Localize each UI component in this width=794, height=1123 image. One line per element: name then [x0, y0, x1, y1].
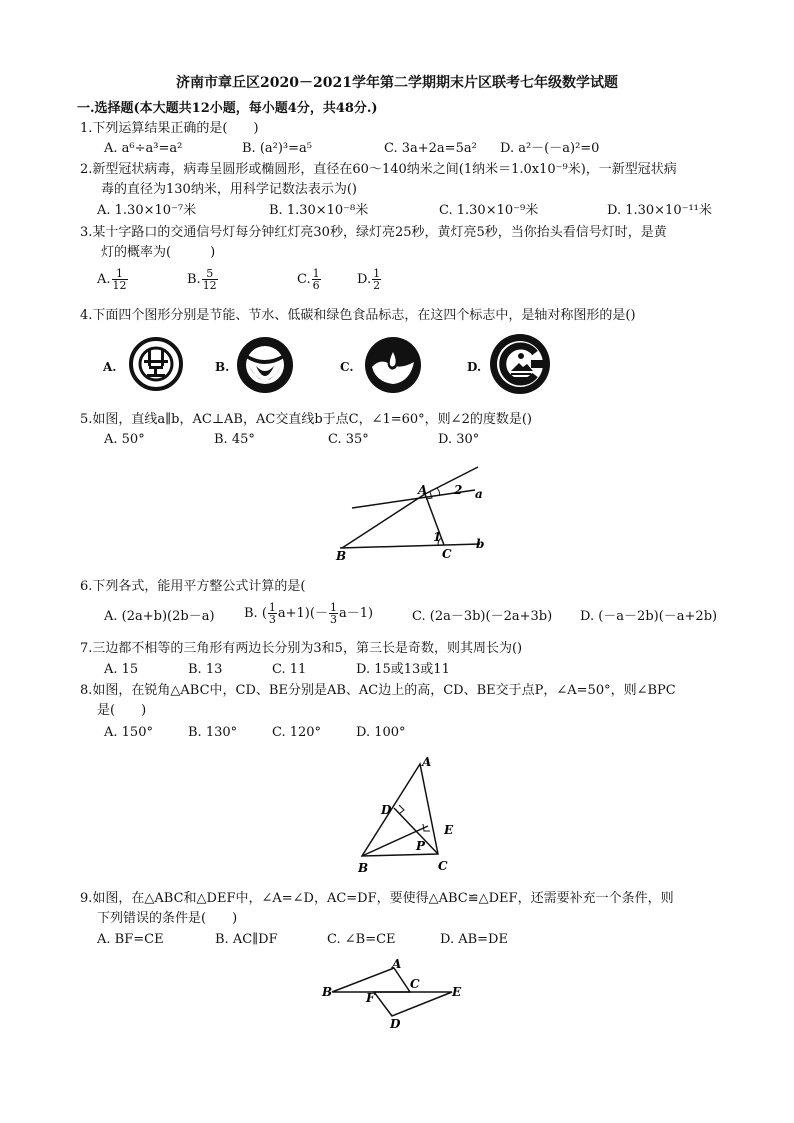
q2-option-b[interactable]: B. 1.30×10⁻⁸米 [269, 203, 369, 218]
q1-option-b[interactable]: B. (a²)³=a⁵ [242, 141, 312, 156]
low-carbon-logo-icon [364, 336, 422, 394]
q9-stem-line2: 下列错误的条件是( ) [97, 911, 238, 926]
q6-option-b[interactable]: B. ( $\frac{1}{3}$ a+1)(－ $\frac{1}{3}$ a－1) [244, 601, 374, 626]
q1-option-a[interactable]: A. a⁶÷a³=a² [104, 141, 183, 156]
q4-stem: 4.下面四个图形分别是节能、节水、低碳和绿色食品标志，在这四个标志中，是轴对称图形的是() [80, 308, 636, 323]
q9-option-b[interactable]: B. AC∥DF [215, 932, 278, 947]
q9-stem-line1: 9.如图，在△ABC和△DEF中，∠A=∠D，AC=DF，要使得△ABC≌△DEF，还需要补充一个条件，则 [80, 891, 674, 906]
q3-option-b[interactable]: B. $\frac{5}{12}$ [187, 267, 217, 292]
q4-option-a[interactable]: A. [103, 360, 117, 374]
label-f-point: F [366, 991, 375, 1005]
label-line-a: a [475, 487, 483, 501]
label-angle-1: 1 [433, 530, 442, 544]
q3-option-c[interactable]: C. $\frac{1}{6}$ [297, 267, 320, 292]
label-angle-2: 2 [454, 483, 463, 497]
q2-option-c[interactable]: C. 1.30×10⁻⁹米 [439, 203, 539, 218]
label-line-b: b [476, 537, 485, 551]
label-a-point: A [392, 957, 402, 971]
q9-option-a[interactable]: A. BF=CE [97, 932, 164, 947]
q9-option-c[interactable]: C. ∠B=CE [327, 932, 396, 947]
q6-option-d[interactable]: D. (－a－2b)(－a+2b) [580, 609, 718, 624]
label-b-point: B [336, 549, 347, 563]
label-e-point: E [444, 823, 454, 837]
q1-option-c[interactable]: C. 3a+2a=5a² [384, 141, 477, 156]
q7-stem: 7.三边都不相等的三角形有两边长分别为3和5，第三长是奇数，则其周长为() [80, 641, 523, 656]
q8-option-c[interactable]: C. 120° [272, 725, 322, 740]
q9-option-d[interactable]: D. AB=DE [440, 932, 508, 947]
figure-q9 [318, 956, 468, 1032]
q6-option-a[interactable]: A. (2a+b)(2b－a) [104, 609, 215, 624]
label-a-point: A [418, 483, 428, 497]
right-angle-d [399, 805, 404, 814]
q5-option-b[interactable]: B. 45° [214, 432, 255, 447]
water-saving-logo-icon [236, 336, 294, 394]
q5-option-a[interactable]: A. 50° [104, 432, 145, 447]
label-b-point: B [322, 985, 333, 999]
label-d-point: D [381, 803, 392, 817]
q7-option-d[interactable]: D. 15或13或11 [356, 662, 450, 677]
section-heading: 一.选择题(本大题共12小题，每小题4分，共48分.) [77, 101, 378, 116]
q2-stem-line1: 2.新型冠状病毒，病毒呈圆形或椭圆形，直径在60～140纳米之间(1纳米＝1.0x10⁻⁹米)，一新型冠状病 [80, 162, 677, 177]
q3-option-a[interactable]: A. $\frac{1}{12}$ [97, 267, 127, 292]
label-d-point: D [390, 1017, 401, 1031]
label-e-point: E [452, 985, 462, 999]
q8-stem-line2: 是( ) [97, 703, 147, 718]
q2-option-d[interactable]: D. 1.30×10⁻¹¹米 [607, 203, 712, 218]
q4-option-c[interactable]: C. [340, 360, 354, 374]
segment-ab [342, 494, 425, 548]
triangle-abc [332, 968, 410, 992]
triangle-def [374, 992, 452, 1016]
q6-stem: 6.下列各式，能用平方整公式计算的是( [80, 579, 306, 594]
q8-option-b[interactable]: B. 130° [188, 725, 238, 740]
q8-option-a[interactable]: A. 150° [104, 725, 153, 740]
q5-option-d[interactable]: D. 30° [438, 432, 480, 447]
q8-option-d[interactable]: D. 100° [356, 725, 406, 740]
q2-stem-line2: 毒的直径为130纳米，用科学记数法表示为() [101, 182, 357, 197]
figure-q5 [330, 462, 500, 568]
q6-option-c[interactable]: C. (2a－3b)(－2a+3b) [412, 609, 553, 624]
q7-option-b[interactable]: B. 13 [188, 662, 223, 677]
q5-stem: 5.如图，直线a∥b，AC⊥AB，AC交直线b于点C，∠1=60°，则∠2的度数是() [80, 412, 532, 427]
q3-stem-line1: 3.某十字路口的交通信号灯每分钟红灯亮30秒，绿灯亮25秒，黄灯亮5秒，当你抬头看信号灯时，是黄 [80, 225, 667, 240]
q7-option-a[interactable]: A. 15 [104, 662, 139, 677]
figure-q8 [348, 752, 458, 880]
q3-stem-line2: 灯的概率为( ) [101, 245, 216, 260]
q8-stem-line1: 8.如图，在锐角△ABC中，CD、BE分别是AB、AC边上的高，CD、BE交于点P，∠A=50°，则∠BPC [80, 683, 676, 698]
q5-option-c[interactable]: C. 35° [328, 432, 369, 447]
page-title: 济南市章丘区2020－2021学年第二学期期末片区联考七年级数学试题 [176, 75, 618, 91]
label-c-point: C [442, 547, 452, 561]
q1-stem: 1.下列运算结果正确的是( ) [80, 121, 259, 136]
q4-option-b[interactable]: B. [215, 360, 230, 374]
q1-option-d[interactable]: D. a²－(－a)²=0 [500, 141, 600, 156]
line-ac-extension [425, 467, 478, 494]
q4-option-d[interactable]: D. [467, 360, 482, 374]
label-b-point: B [358, 861, 369, 875]
line-b [340, 544, 480, 548]
label-p-point: P [416, 839, 426, 853]
q2-option-a[interactable]: A. 1.30×10⁻⁷米 [97, 203, 197, 218]
energy-saving-logo-icon [128, 336, 184, 392]
label-a-point: A [422, 755, 432, 769]
green-food-logo-icon [489, 333, 551, 395]
q7-option-c[interactable]: C. 11 [272, 662, 307, 677]
label-c-point: C [410, 977, 420, 991]
q3-option-d[interactable]: D. $\frac{1}{2}$ [357, 267, 381, 292]
label-c-point: C [438, 859, 448, 873]
